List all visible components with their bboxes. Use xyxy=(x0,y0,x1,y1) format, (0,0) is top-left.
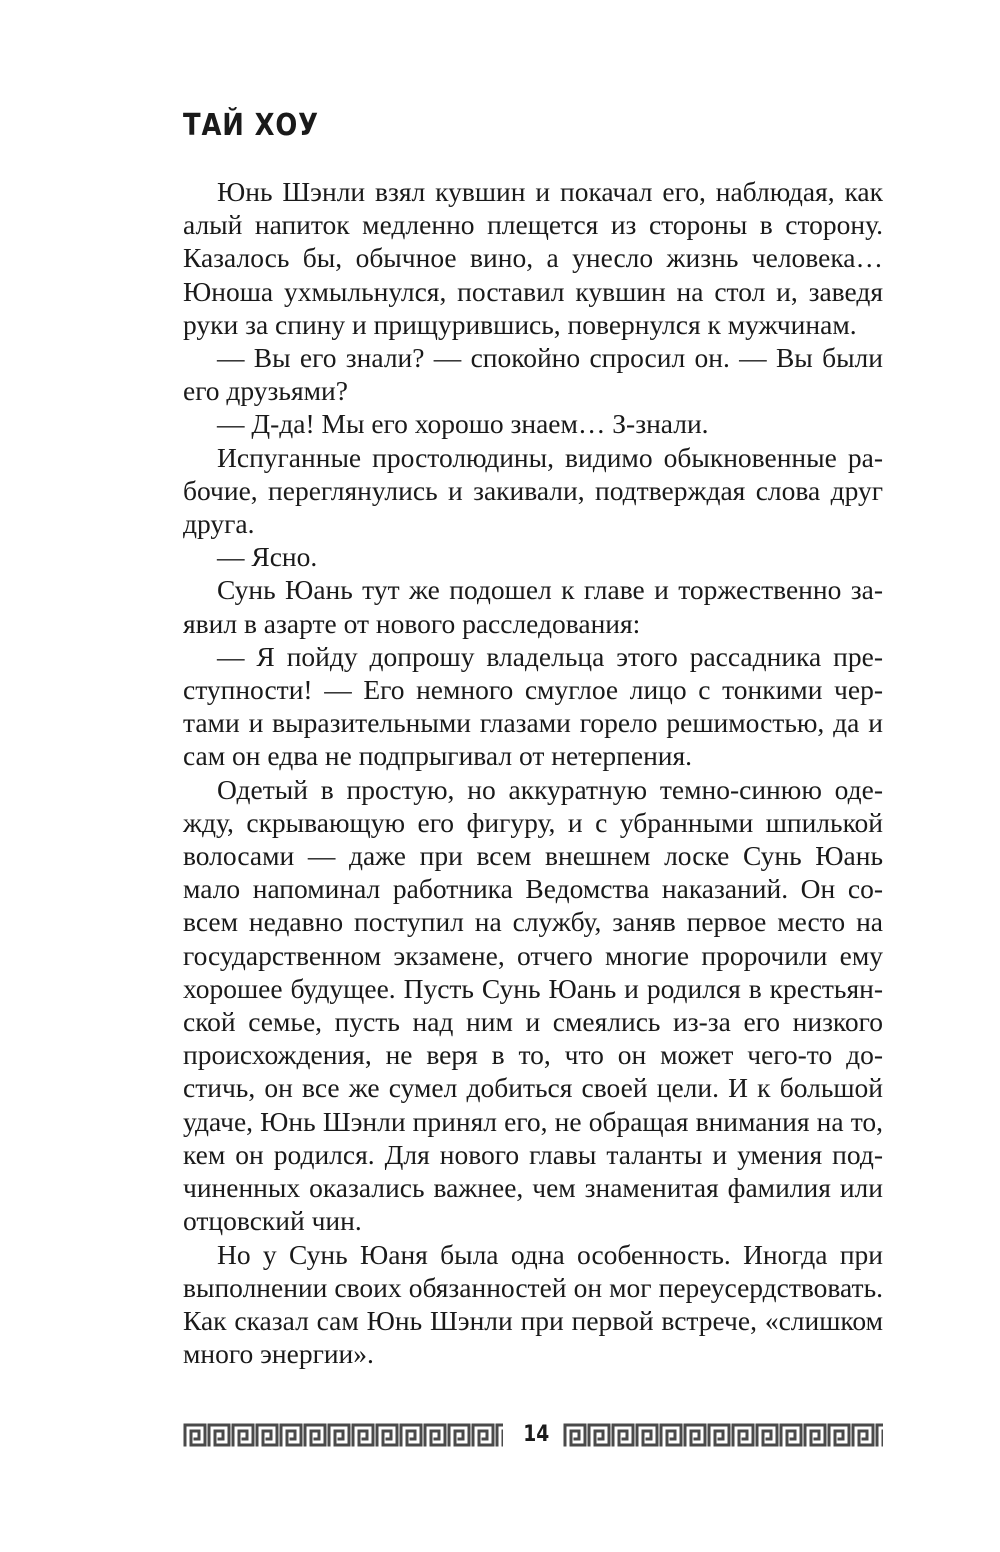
paragraph: Но у Сунь Юаня была одна особенность. Иногда при выполнении своих обязанностей он мог переусердствовать. Как сказал сам Юнь Шэнли при первой встрече, «слишком много энергии». xyxy=(183,1238,883,1370)
paragraph: Сунь Юань тут же подошел к главе и торжественно заявил в азарте от нового расследования: xyxy=(183,574,883,639)
meander-tiles xyxy=(563,1423,883,1447)
paragraph: — Вы его знали? — спокойно спросил он. — Вы были его друзьями? xyxy=(183,342,883,407)
body-text xyxy=(183,175,883,1370)
running-head-author: ТАЙ ХОУ xyxy=(183,108,319,143)
paragraph: Испуганные простолюдины, видимо обыкновенные рабочие, переглянулись и закивали, подтверждая слова друг друга. xyxy=(183,441,883,540)
meander-ornament-right xyxy=(563,1423,883,1447)
paragraph: — Я пойду допрошу владельца этого рассадника преступности! — Его немного смуглое лицо с тонкими чертами и выразительными глазами горело решимостью, да и сам он едва не подпрыгивал от нетерпения. xyxy=(183,640,883,772)
meander-ornament-left xyxy=(183,1423,503,1447)
page-number: 14 xyxy=(523,1422,550,1447)
meander-tiles xyxy=(183,1423,503,1447)
paragraph: Юнь Шэнли взял кувшин и покачал его, наблюдая, как алый напиток медленно плещется из стороны в сторону. Казалось бы, обычное вино, а унесло жизнь человека… Юноша ухмыльнулся, поставил кувшин на стол и, заведя руки за спину и прищурившись, повернулся к мужчинам. xyxy=(183,176,883,340)
paragraph: — Д-да! Мы его хорошо знаем… З-знали. xyxy=(217,408,709,440)
paragraph: — Ясно. xyxy=(217,541,318,573)
paragraph: Одетый в простую, но аккуратную темно-синюю одежду, скрывающую его фигуру, и с убранными шпилькой волосами — даже при всем внешнем лоске Сунь Юань мало напоминал работника Ведомства наказаний. Он совсем недавно поступил на службу, заняв первое место на государственном экзамене, отчего многие пророчили ему хорошее будущее. Пусть Сунь Юань и родился в крестьянской семье, пусть над ним и смеялись из-за его низкого происхождения, не веря в то, что он может чего-то достичь, он все же сумел добиться своей цели. И к большой удаче, Юнь Шэнли принял его, не обращая внимания на то, кем он родился. Для нового главы таланты и умения подчиненных оказались важнее, чем знаменитая фамилия или отцовский чин. xyxy=(183,773,883,1237)
page-footer xyxy=(183,1418,883,1452)
